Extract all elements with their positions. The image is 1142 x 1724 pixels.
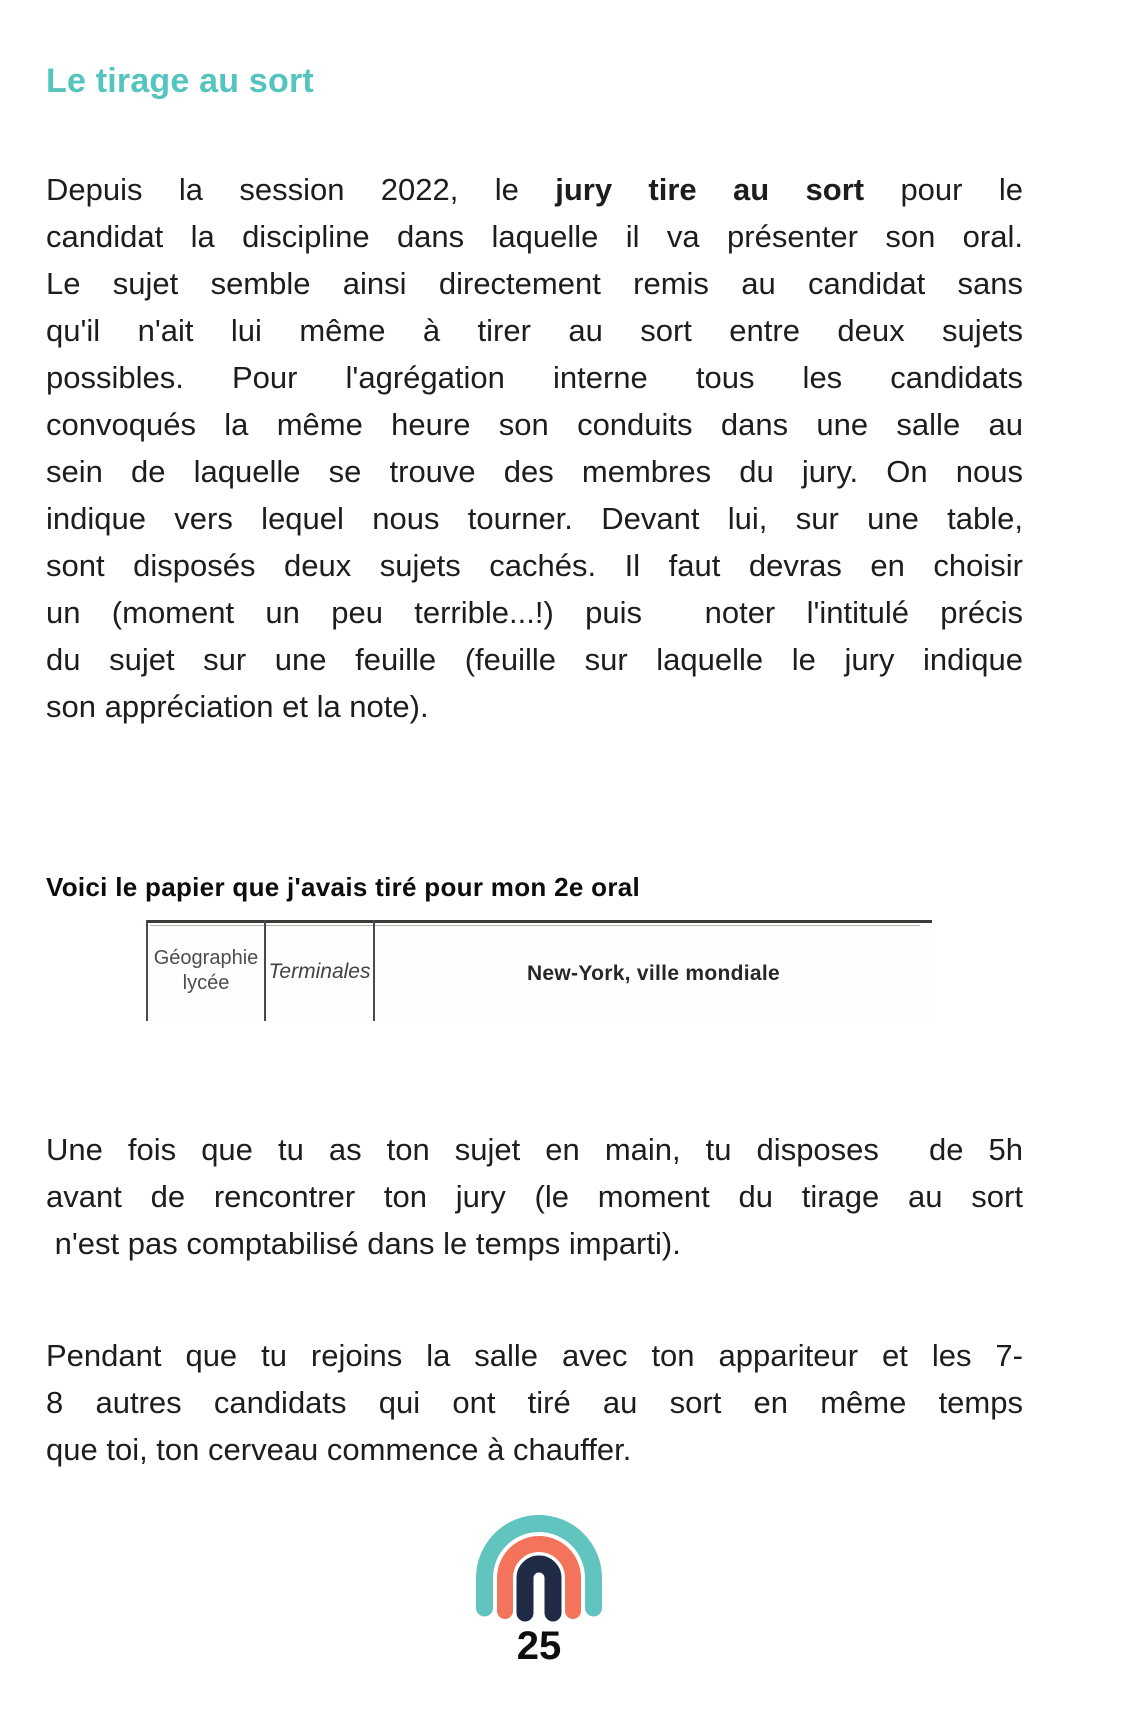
table-cell-level: Terminales	[268, 960, 371, 983]
rainbow-inner-arc	[525, 1564, 553, 1613]
text-line: possibles. Pour l'agrégation interne tous les candidats	[46, 360, 1023, 395]
paragraph-tirage-description	[46, 166, 1023, 730]
bold-text-segment: jury tire au sort	[555, 172, 865, 207]
rainbow-middle-arc	[505, 1544, 573, 1611]
text-line: candidat la discipline dans laquelle il va présenter son oral.	[46, 219, 1023, 254]
text-line: indique vers lequel nous tourner. Devant lui, sur une table,	[46, 501, 1023, 536]
text-line: qu'il n'ait lui même à tirer au sort entre deux sujets	[46, 313, 1023, 348]
text-line: sont disposés deux sujets cachés. Il faut devras en choisir	[46, 548, 1023, 583]
text-line: convoqués la même heure son conduits dans une salle au	[46, 407, 1023, 442]
text-line: avant de rencontrer ton jury (le moment du tirage au sort	[46, 1179, 1023, 1214]
text-line: n'est pas comptabilisé dans le temps imparti).	[46, 1226, 681, 1261]
text-line: du sujet sur une feuille (feuille sur laquelle le jury indique	[46, 642, 1023, 677]
paragraph-5h-preparation	[46, 1126, 1023, 1267]
table-cell-subject: New-York, ville mondiale	[526, 962, 781, 985]
text-line: sein de laquelle se trouve des membres du jury. On nous	[46, 454, 1023, 489]
table-cell-discipline	[148, 946, 264, 996]
page-title: Le tirage au sort	[46, 62, 314, 100]
text-line: son appréciation et la note).	[46, 689, 429, 724]
text-line	[46, 166, 1023, 213]
text-line: Pendant que tu rejoins la salle avec ton appariteur et les 7-	[46, 1338, 1023, 1373]
text-segment: pour le	[864, 172, 1023, 207]
text-line: un (moment un peu terrible...!) puis noter l'intitulé précis	[46, 595, 1023, 630]
scan-caption: Voici le papier que j'avais tiré pour mon 2e oral	[46, 872, 641, 902]
text-line: que toi, ton cerveau commence à chauffer.	[46, 1432, 632, 1467]
discipline-line1: Géographie	[153, 947, 259, 969]
text-line: 8 autres candidats qui ont tiré au sort en même temps	[46, 1385, 1023, 1420]
text-segment: Depuis la session 2022, le	[46, 172, 556, 207]
paragraph-rejoindre-salle	[46, 1332, 1023, 1473]
text-line: Une fois que tu as ton sujet en main, tu disposes de 5h	[46, 1132, 1023, 1167]
page-number: 25	[516, 1624, 562, 1668]
discipline-line2: lycée	[182, 972, 230, 994]
rainbow-logo-icon	[475, 1514, 603, 1622]
scanned-subject-slip	[146, 920, 932, 1021]
text-line: Le sujet semble ainsi directement remis au candidat sans	[46, 266, 1023, 301]
